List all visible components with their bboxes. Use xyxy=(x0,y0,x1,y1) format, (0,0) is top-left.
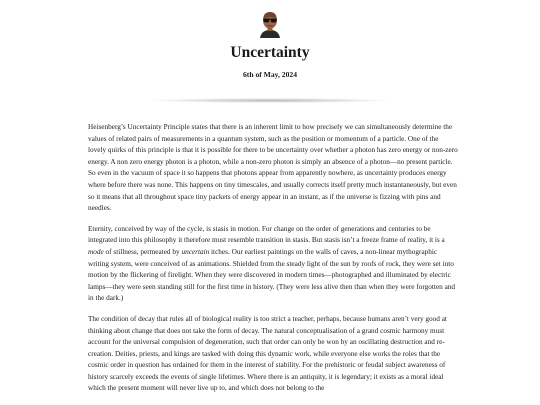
emphasis-mode: mode xyxy=(88,247,104,256)
sunglasses-man-avatar-icon xyxy=(255,8,285,38)
post-title: Uncertainty xyxy=(230,44,310,61)
paragraph-2-text-middle: of stillness, permeated by xyxy=(103,247,182,256)
article-paragraph-2 xyxy=(88,224,458,305)
paragraph-2-text-end: itches. Our earliest paintings on the walls of caves, a non-linear mythographic writing system, were conceived of as animations. Shielded from the steady light of the sun by roofs of rock, they were set into motion by the flickering of firelight. When they were discovered in modern times—photographed and illuminated by electric lamps—they were seen standing still for the first time in history. (They were less alive then than when they were forgotten and in the dark.) xyxy=(88,247,456,303)
article-body xyxy=(88,122,458,404)
article-paragraph-1: Heisenberg’s Uncertainty Principle states that there is an inherent limit to how precisely we can simultaneously determine the values of related pairs of measurements in a quantum system, such as the position or momentum of a particle. One of the lovely quirks of this principle is that it is possible for there to be uncertainty over whether a photon has zero energy or non-zero energy. A non zero energy photon is a photon, while a non-zero photon is simply an absence of a photon—no present particle. So even in the vacuum of space it so happens that photons appear from apparently nowhere, as uncertainty produces energy where before there was none. This happens on tiny timescales, and usually corrects itself pretty much instantaneously, but even so it means that all throughout space tiny packets of energy appear in an instant, as if the universe is fizzing with pins and needles. xyxy=(88,123,458,213)
article-paragraph-3: The condition of decay that rules all of biological reality is too strict a teacher, perhaps, because humans aren’t very good at thinking about change that does not take the form of decay. The natural conceptualisation of a grand cosmic harmony must account for the universal compulsion of degeneration, such that order can only be won by an oscillating destruction and re-creation. Deities, priests, and kings are tasked with doing this dynamic work, while everyone else works the roles that the cosmic order in question has ordained for them in the interest of stability. For the prehistoric or feudal subject awareness of history scarcely exceeds the events of single lifetimes. Where there is an antiquity, it is legendary; it exists as a moral ideal which the present moment will never live up to, and which does not belong to the xyxy=(88,314,447,393)
emphasis-uncertain: uncertain xyxy=(181,247,210,256)
header-divider xyxy=(150,98,390,103)
post-date: 6th of May, 2024 xyxy=(243,70,297,79)
paragraph-2-text-start: Eternity, conceived by way of the cycle, is stasis in motion. For change on the order of generations and centuries to be integrated into this philosophy it therefore must resemble transition in stasis. But stasis isn’t a freeze frame of reality, it is a xyxy=(88,224,445,245)
